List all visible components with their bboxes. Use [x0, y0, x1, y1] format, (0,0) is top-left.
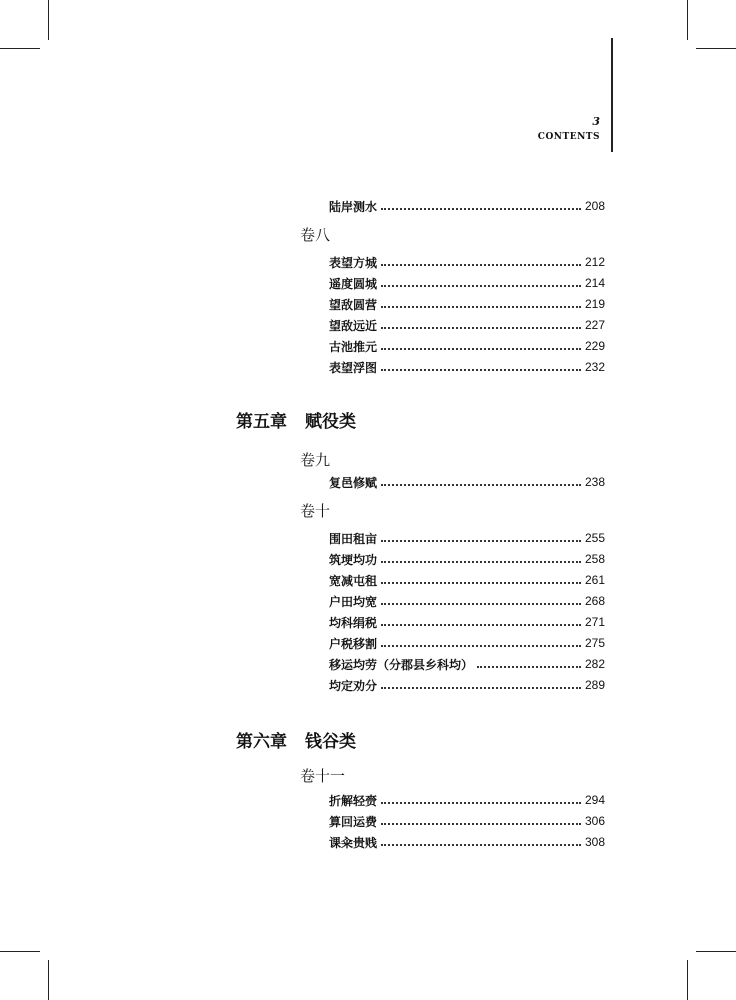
- leader-dots: [381, 306, 581, 308]
- toc-entry[interactable]: [329, 253, 605, 271]
- toc-entry[interactable]: [329, 833, 605, 851]
- toc-entry-title: 移运均劳（分郡县乡科均）: [329, 657, 474, 672]
- crop-mark: [0, 48, 40, 49]
- toc-entry-title: 表望方城: [329, 255, 378, 270]
- toc-entry-page: 219: [584, 297, 605, 311]
- chapter-number: 第六章: [236, 732, 287, 752]
- leader-dots: [381, 285, 581, 287]
- leader-dots: [381, 327, 581, 329]
- toc-entry-title: 望敌远近: [329, 318, 378, 333]
- chapter-title: 赋役类: [305, 412, 356, 432]
- toc-entry-page: 271: [584, 615, 605, 629]
- toc-entry-page: 214: [584, 276, 605, 290]
- toc-entry-title: 围田租亩: [329, 531, 378, 546]
- leader-dots: [381, 484, 581, 486]
- leader-dots: [381, 561, 581, 563]
- leader-dots: [381, 687, 581, 689]
- toc-entry-title: 均科绢税: [329, 615, 378, 630]
- toc-entry-title: 复邑修赋: [329, 475, 378, 490]
- toc-entry-page: 308: [584, 835, 605, 849]
- toc-entry-page: 238: [584, 475, 605, 489]
- toc-entry[interactable]: [329, 316, 605, 334]
- leader-dots: [381, 603, 581, 605]
- toc-entry-title: 表望浮图: [329, 360, 378, 375]
- toc-entry[interactable]: [329, 337, 605, 355]
- leader-dots: [381, 624, 581, 626]
- juan-heading: 卷十: [300, 502, 331, 520]
- juan-heading: 卷九: [300, 451, 331, 469]
- leader-dots: [381, 802, 581, 804]
- chapter-number: 第五章: [236, 412, 287, 432]
- toc-entry-title: 遥度圆城: [329, 276, 378, 291]
- leader-dots: [381, 369, 581, 371]
- toc-entry[interactable]: [329, 473, 605, 491]
- toc-entry[interactable]: [329, 197, 605, 215]
- juan-heading: 卷十一: [300, 767, 346, 785]
- chapter-heading: [236, 727, 374, 752]
- toc-entry-title: 望敌圆营: [329, 297, 378, 312]
- chapter-title: 钱谷类: [305, 732, 356, 752]
- toc-entry-title: 户田均宽: [329, 594, 378, 609]
- chapter-heading: [236, 407, 374, 432]
- page-number: 3: [592, 115, 600, 128]
- toc-entry[interactable]: [329, 634, 605, 652]
- leader-dots: [381, 348, 581, 350]
- crop-mark: [48, 0, 49, 40]
- toc-entry[interactable]: [329, 791, 605, 809]
- crop-mark: [696, 48, 736, 49]
- toc-entry-title: 筑埂均功: [329, 552, 378, 567]
- toc-entry-page: 229: [584, 339, 605, 353]
- toc-entry-page: 261: [584, 573, 605, 587]
- toc-entry[interactable]: [329, 358, 605, 376]
- toc-entry-page: 289: [584, 678, 605, 692]
- toc-entry-title: 课籴贵贱: [329, 835, 378, 850]
- toc-entry-page: 227: [584, 318, 605, 332]
- toc-entry[interactable]: [329, 274, 605, 292]
- toc-entry-page: 306: [584, 814, 605, 828]
- toc-entry-title: 宽减屯租: [329, 573, 378, 588]
- header-rule: [611, 38, 613, 152]
- toc-entry[interactable]: [329, 676, 605, 694]
- toc-entry[interactable]: [329, 571, 605, 589]
- juan-heading: 卷八: [300, 226, 331, 244]
- crop-mark: [48, 960, 49, 1000]
- toc-entry-page: 208: [584, 199, 605, 213]
- toc-entry-title: 户税移割: [329, 636, 378, 651]
- toc-entry[interactable]: [329, 295, 605, 313]
- toc-entry[interactable]: [329, 529, 605, 547]
- running-head: CONTENTS: [537, 132, 600, 142]
- leader-dots: [381, 823, 581, 825]
- toc-entry-page: 255: [584, 531, 605, 545]
- toc-entry-page: 232: [584, 360, 605, 374]
- leader-dots: [381, 844, 581, 846]
- toc-entry-title: 均定劝分: [329, 678, 378, 693]
- toc-entry[interactable]: [329, 613, 605, 631]
- toc-entry[interactable]: [329, 550, 605, 568]
- leader-dots: [477, 666, 581, 668]
- toc-entry-title: 古池推元: [329, 339, 378, 354]
- leader-dots: [381, 645, 581, 647]
- crop-mark: [696, 951, 736, 952]
- leader-dots: [381, 264, 581, 266]
- toc-entry-title: 折解轻赍: [329, 793, 378, 808]
- toc-entry-page: 282: [584, 657, 605, 671]
- toc-entry-page: 294: [584, 793, 605, 807]
- toc-entry-page: 275: [584, 636, 605, 650]
- toc-entry-title: 算回运费: [329, 814, 378, 829]
- leader-dots: [381, 208, 581, 210]
- crop-mark: [687, 960, 688, 1000]
- toc-entry-page: 258: [584, 552, 605, 566]
- toc-entry[interactable]: [329, 655, 605, 673]
- toc-entry[interactable]: [329, 592, 605, 610]
- leader-dots: [381, 582, 581, 584]
- toc-entry-page: 268: [584, 594, 605, 608]
- crop-mark: [0, 951, 40, 952]
- crop-mark: [687, 0, 688, 40]
- toc-entry[interactable]: [329, 812, 605, 830]
- leader-dots: [381, 540, 581, 542]
- toc-entry-page: 212: [584, 255, 605, 269]
- toc-entry-title: 陆岸测水: [329, 199, 378, 214]
